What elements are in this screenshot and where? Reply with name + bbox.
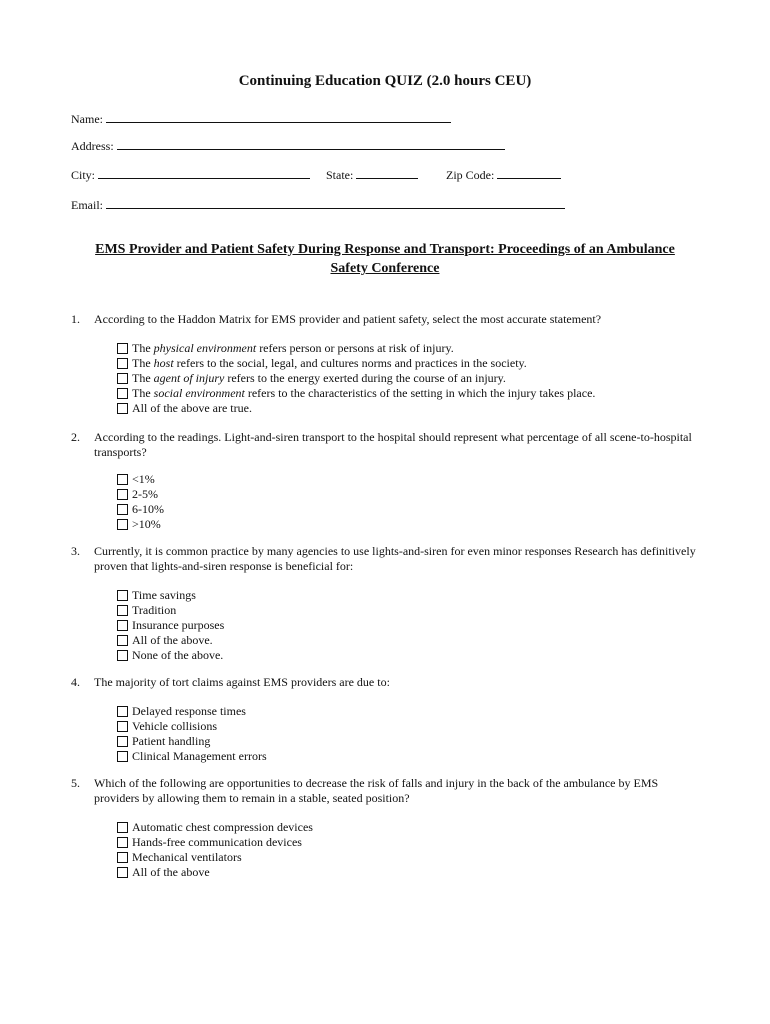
answer-label xyxy=(132,734,210,749)
answer-text: Clinical Management errors xyxy=(132,749,267,763)
city-line[interactable] xyxy=(98,167,310,179)
answer-option[interactable] xyxy=(117,588,224,603)
answer-text: Automatic chest compression devices xyxy=(132,820,313,834)
answer-text: Mechanical ventilators xyxy=(132,850,242,864)
answer-label xyxy=(132,386,595,401)
answer-label xyxy=(132,648,223,663)
answer-label xyxy=(132,401,252,416)
email-field xyxy=(71,197,565,213)
answer-checkbox[interactable] xyxy=(117,590,128,601)
zip-field xyxy=(446,167,561,183)
answer-option[interactable] xyxy=(117,704,267,719)
answer-text: Tradition xyxy=(132,603,177,617)
answer-checkbox[interactable] xyxy=(117,388,128,399)
answer-text-rest: refers to the characteristics of the setting in which the injury takes place. xyxy=(244,386,596,400)
answer-text: Patient handling xyxy=(132,734,211,748)
question-2 xyxy=(71,430,701,460)
answer-checkbox[interactable] xyxy=(117,751,128,762)
answer-option[interactable] xyxy=(117,618,224,633)
answer-checkbox[interactable] xyxy=(117,867,128,878)
answer-option[interactable] xyxy=(117,865,313,880)
answer-text: Delayed response times xyxy=(132,704,246,718)
name-line[interactable] xyxy=(106,111,451,123)
state-label: State: xyxy=(326,168,354,182)
answer-label xyxy=(132,835,302,850)
answer-checkbox[interactable] xyxy=(117,736,128,747)
answer-label xyxy=(132,371,506,386)
answer-label xyxy=(132,820,313,835)
email-label: Email: xyxy=(71,198,103,212)
answer-text: Vehicle collisions xyxy=(132,719,217,733)
answer-option[interactable] xyxy=(117,386,595,401)
answer-text: 6-10% xyxy=(132,502,164,516)
answer-text: None of the above. xyxy=(132,648,224,662)
answer-option[interactable] xyxy=(117,401,595,416)
answer-emphasis: host xyxy=(153,356,174,370)
answer-option[interactable] xyxy=(117,648,224,663)
answer-option[interactable] xyxy=(117,835,313,850)
section-title xyxy=(60,240,710,278)
answer-emphasis: social environment xyxy=(153,386,245,400)
answer-checkbox[interactable] xyxy=(117,620,128,631)
answer-checkbox[interactable] xyxy=(117,852,128,863)
answer-text-rest: refers person or persons at risk of injury. xyxy=(256,341,454,355)
address-field xyxy=(71,138,505,154)
question-1-options xyxy=(117,341,595,416)
answer-option[interactable] xyxy=(117,371,595,386)
address-line[interactable] xyxy=(117,138,505,150)
question-number: 3. xyxy=(71,544,80,558)
answer-checkbox[interactable] xyxy=(117,706,128,717)
answer-text: The xyxy=(132,341,154,355)
address-label: Address: xyxy=(71,139,114,153)
answer-label xyxy=(132,588,196,603)
question-number: 4. xyxy=(71,675,80,689)
answer-label xyxy=(132,704,246,719)
answer-checkbox[interactable] xyxy=(117,343,128,354)
answer-option[interactable] xyxy=(117,820,313,835)
answer-label xyxy=(132,341,454,356)
answer-label xyxy=(132,633,213,648)
answer-label xyxy=(132,850,242,865)
zip-label: Zip Code: xyxy=(446,168,495,182)
zip-line[interactable] xyxy=(497,167,561,179)
section-title-line-1: EMS Provider and Patient Safety During Response and Transport: Proceedings of an Ambulance xyxy=(95,242,675,257)
answer-text: The xyxy=(132,356,154,370)
answer-checkbox[interactable] xyxy=(117,721,128,732)
answer-checkbox[interactable] xyxy=(117,822,128,833)
answer-option[interactable] xyxy=(117,341,595,356)
question-text: According to the Haddon Matrix for EMS provider and patient safety, select the most accurate statement? xyxy=(94,312,602,326)
answer-text: 2-5% xyxy=(132,487,158,501)
answer-option[interactable] xyxy=(117,633,224,648)
answer-checkbox[interactable] xyxy=(117,650,128,661)
question-4-options xyxy=(117,704,267,764)
question-5 xyxy=(71,776,701,806)
answer-label xyxy=(132,865,210,880)
answer-checkbox[interactable] xyxy=(117,403,128,414)
answer-checkbox[interactable] xyxy=(117,373,128,384)
state-field xyxy=(326,167,418,183)
answer-checkbox[interactable] xyxy=(117,474,128,485)
answer-label xyxy=(132,618,224,633)
email-line[interactable] xyxy=(106,197,565,209)
question-4 xyxy=(71,675,701,690)
answer-option[interactable] xyxy=(117,719,267,734)
name-field xyxy=(71,111,451,127)
question-3-options xyxy=(117,588,224,663)
answer-checkbox[interactable] xyxy=(117,504,128,515)
answer-option[interactable] xyxy=(117,749,267,764)
answer-option[interactable] xyxy=(117,502,164,517)
question-text: Currently, it is common practice by many agencies to use lights-and-siren for even minor responses Research has definitively proven that lights-and-siren response is beneficial for: xyxy=(94,544,696,573)
answer-label xyxy=(132,749,267,764)
answer-emphasis: physical environment xyxy=(153,341,257,355)
answer-option[interactable] xyxy=(117,850,313,865)
answer-option[interactable] xyxy=(117,603,224,618)
city-field xyxy=(71,167,310,183)
answer-text: All of the above xyxy=(132,865,210,879)
answer-option[interactable] xyxy=(117,517,164,532)
answer-text: The xyxy=(132,371,154,385)
answer-text: All of the above are true. xyxy=(132,401,252,415)
page-title: Continuing Education QUIZ (2.0 hours CEU) xyxy=(238,73,532,89)
question-text: Which of the following are opportunities to decrease the risk of falls and injury in the back of the ambulance by EMS providers by allowing them to remain in a stable, seated position? xyxy=(94,776,659,805)
question-1 xyxy=(71,312,701,327)
answer-text: >10% xyxy=(132,517,161,531)
question-text: The majority of tort claims against EMS providers are due to: xyxy=(94,675,390,689)
answer-label xyxy=(132,603,176,618)
answer-emphasis: agent of injury xyxy=(153,371,225,385)
answer-option[interactable] xyxy=(117,356,595,371)
answer-label xyxy=(132,719,217,734)
answer-option[interactable] xyxy=(117,734,267,749)
answer-text: All of the above. xyxy=(132,633,213,647)
answer-checkbox[interactable] xyxy=(117,837,128,848)
city-label: City: xyxy=(71,168,96,182)
answer-label xyxy=(132,356,527,371)
answer-checkbox[interactable] xyxy=(117,519,128,530)
answer-text: Insurance purposes xyxy=(132,618,225,632)
answer-text: <1% xyxy=(132,472,155,486)
question-number: 2. xyxy=(71,430,80,444)
answer-checkbox[interactable] xyxy=(117,358,128,369)
answer-checkbox[interactable] xyxy=(117,635,128,646)
answer-text: The xyxy=(132,386,154,400)
question-2-options xyxy=(117,472,164,532)
answer-label xyxy=(132,487,158,502)
state-line[interactable] xyxy=(356,167,418,179)
question-number: 5. xyxy=(71,776,80,790)
answer-label xyxy=(132,472,155,487)
question-5-options xyxy=(117,820,313,880)
question-text: According to the readings. Light-and-siren transport to the hospital should represent what percentage of all scene-to-hospital transports? xyxy=(94,430,692,459)
section-title-line-2: Safety Conference xyxy=(330,261,440,276)
answer-text-rest: refers to the social, legal, and cultures norms and practices in the society. xyxy=(173,356,527,370)
answer-checkbox[interactable] xyxy=(117,605,128,616)
question-number: 1. xyxy=(71,312,80,326)
answer-checkbox[interactable] xyxy=(117,489,128,500)
answer-label xyxy=(132,517,161,532)
answer-label xyxy=(132,502,164,517)
answer-option[interactable] xyxy=(117,487,164,502)
answer-text-rest: refers to the energy exerted during the course of an injury. xyxy=(224,371,506,385)
answer-text: Hands-free communication devices xyxy=(132,835,302,849)
answer-text: Time savings xyxy=(132,588,196,602)
answer-option[interactable] xyxy=(117,472,164,487)
name-label: Name: xyxy=(71,112,103,126)
question-3 xyxy=(71,544,701,574)
